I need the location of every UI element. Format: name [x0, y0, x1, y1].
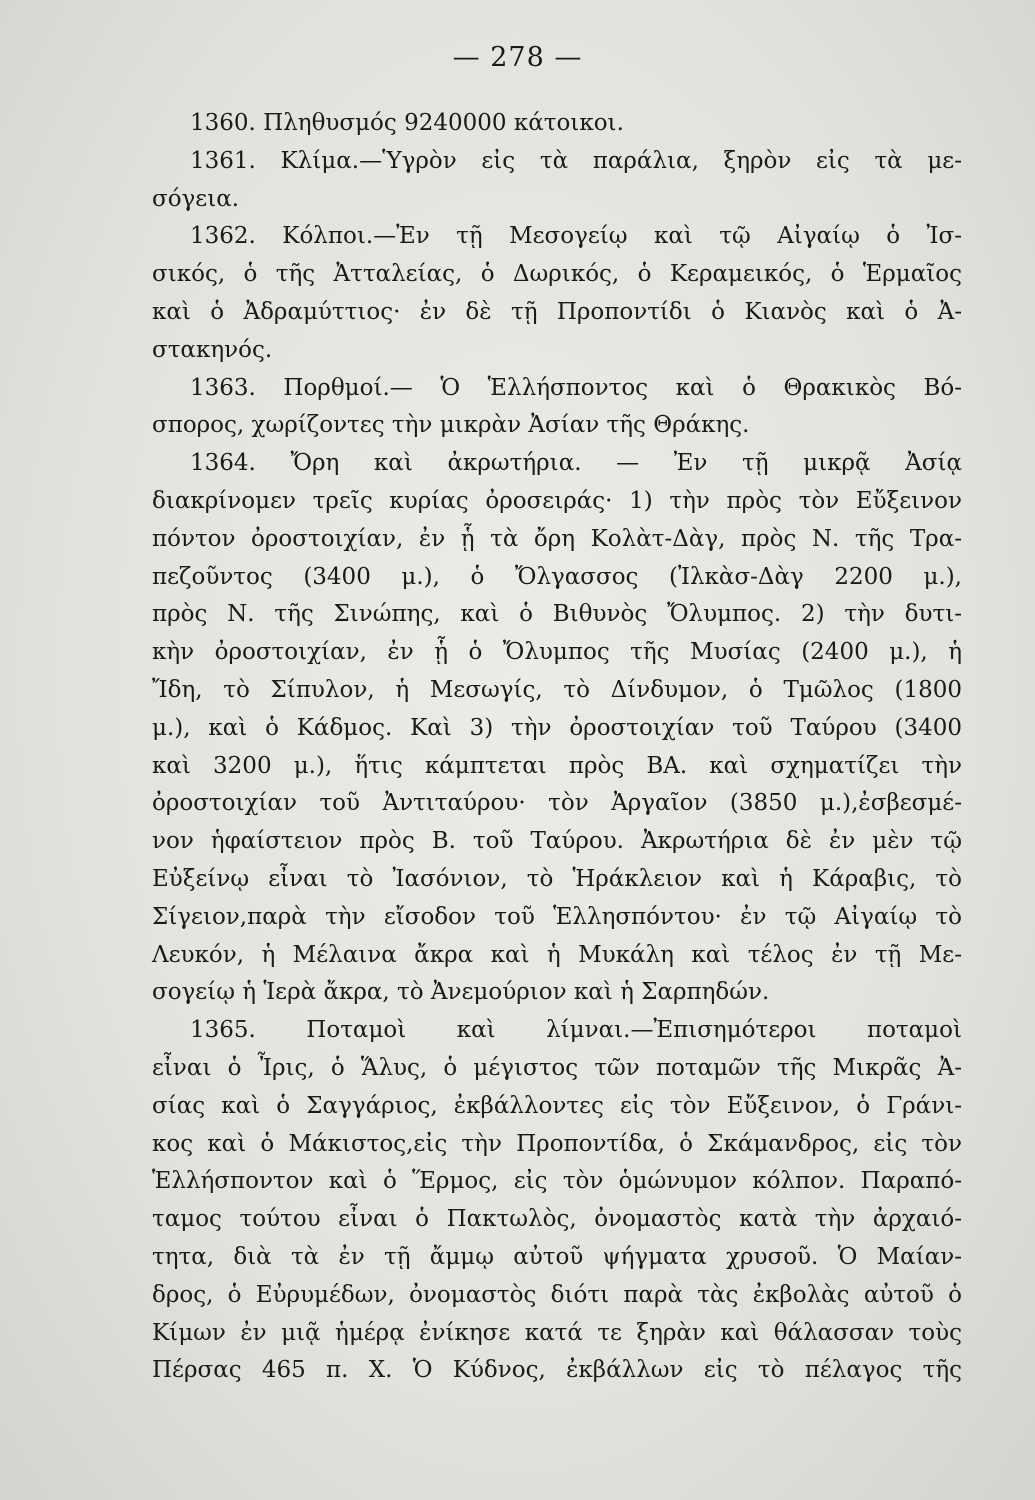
text-line: πόντον ὀροστοιχίαν, ἐν ᾗ τὰ ὄρη Κολὰτ-Δὰγ, πρὸς Ν. τῆς Τρα- [152, 525, 962, 552]
text-line: 1363. Πορθμοί.— Ὁ Ἑλλήσποντος καὶ ὁ Θρακικὸς Βό- [190, 374, 962, 401]
text-line: τητα, διὰ τὰ ἐν τῇ ἄμμῳ αὐτοῦ ψήγματα χρυσοῦ. Ὁ Μαίαν- [152, 1243, 962, 1270]
text-line: Πέρσας 465 π. Χ. Ὁ Κύδνος, ἐκβάλλων εἰς τὸ πέλαγος τῆς [152, 1357, 962, 1384]
text-line: ὀροστοιχίαν τοῦ Ἀντιταύρου· τὸν Ἀργαῖον (3850 μ.),ἐσβεσμέ- [152, 790, 962, 817]
text-line: 1362. Κόλποι.—Ἐν τῇ Μεσογείῳ καὶ τῷ Αἰγαίῳ ὁ Ἰσ- [190, 223, 962, 250]
text-line: Λευκόν, ἡ Μέλαινα ἄκρα καὶ ἡ Μυκάλη καὶ τέλος ἐν τῇ Με- [152, 941, 962, 968]
text-line: εἶναι ὁ Ἶρις, ὁ Ἅλυς, ὁ μέγιστος τῶν ποταμῶν τῆς Μικρᾶς Ἀ- [152, 1054, 962, 1081]
text-line: καὶ 3200 μ.), ἥτις κάμπτεται πρὸς ΒΑ. καὶ σχηματίζει τὴν [152, 752, 962, 779]
text-line: κὴν ὀροστοιχίαν, ἐν ᾗ ὁ Ὄλυμπος τῆς Μυσίας (2400 μ.), ἡ [152, 639, 962, 666]
text-line: μ.), καὶ ὁ Κάδμος. Καὶ 3) τὴν ὀροστοιχίαν τοῦ Ταύρου (3400 [152, 714, 962, 741]
page-number: — 278 — [452, 42, 583, 73]
text-line: 1365. Ποταμοὶ καὶ λίμναι.—Ἐπισημότεροι ποταμοὶ [190, 1017, 962, 1044]
text-line: σίας καὶ ὁ Σαγγάριος, ἐκβάλλοντες εἰς τὸν Εὔξεινον, ὁ Γράνι- [152, 1092, 962, 1119]
text-line: καὶ ὁ Ἀδραμύττιος· ἐν δὲ τῇ Προποντίδι ὁ Κιανὸς καὶ ὁ Ἀ- [152, 298, 962, 325]
text-line: κος καὶ ὁ Μάκιστος,εἰς τὴν Προποντίδα, ὁ Σκάμανδρος, εἰς τὸν [152, 1130, 962, 1157]
text-line: νον ἡφαίστειον πρὸς Β. τοῦ Ταύρου. Ἀκρωτήρια δὲ ἐν μὲν τῷ [152, 828, 962, 855]
text-line: στακηνός. [152, 336, 273, 363]
text-line: 1364. Ὄρη καὶ ἀκρωτήρια. — Ἐν τῇ μικρᾷ Ἀσίᾳ [190, 450, 962, 477]
text-line: Ἑλλήσποντον καὶ ὁ Ἕρμος, εἰς τὸν ὁμώνυμον κόλπον. Παραπό- [152, 1168, 962, 1195]
text-line: Εὐξείνῳ εἶναι τὸ Ἰασόνιον, τὸ Ἡράκλειον καὶ ἡ Κάραβις, τὸ [152, 865, 962, 892]
text-line: Σίγειον,παρὰ τὴν εἴσοδον τοῦ Ἑλλησπόντου· ἐν τῷ Αἰγαίῳ τὸ [152, 903, 962, 930]
text-line: δρος, ὁ Εὐρυμέδων, ὀνομαστὸς διότι παρὰ τὰς ἐκβολὰς αὐτοῦ ὁ [152, 1281, 962, 1308]
text-line: πεζοῦντος (3400 μ.), ὁ Ὄλγασσος (Ἰλκὰσ-Δὰγ 2200 μ.), [152, 563, 962, 590]
body-text [152, 105, 962, 1390]
text-line: Ἴδη, τὸ Σίπυλον, ἡ Μεσωγίς, τὸ Δίνδυμον, ὁ Τμῶλος (1800 [152, 676, 962, 703]
text-line: 1361. Κλίμα.—Ὑγρὸν εἰς τὰ παράλια, ξηρὸν εἰς τὰ με- [190, 147, 962, 174]
text-line: πρὸς Ν. τῆς Σινώπης, καὶ ὁ Βιθυνὸς Ὄλυμπος. 2) τὴν δυτι- [152, 601, 962, 628]
text-line: σογείῳ ἡ Ἱερὰ ἄκρα, τὸ Ἀνεμούριον καὶ ἡ Σαρπηδών. [152, 979, 770, 1006]
text-line: Κίμων ἐν μιᾷ ἡμέρᾳ ἐνίκησε κατά τε ξηρὰν καὶ θάλασσαν τοὺς [152, 1319, 962, 1346]
text-line: σικός, ὁ τῆς Ἀτταλείας, ὁ Δωρικός, ὁ Κεραμεικός, ὁ Ἑρμαῖος [152, 261, 962, 288]
text-line: σπορος, χωρίζοντες τὴν μικρὰν Ἀσίαν τῆς Θράκης. [152, 412, 750, 439]
text-line: ταμος τούτου εἶναι ὁ Πακτωλὸς, ὀνομαστὸς κατὰ τὴν ἀρχαιό- [152, 1206, 962, 1233]
text-line: 1360. Πληθυσμός 9240000 κάτοικοι. [190, 110, 624, 136]
text-line: σόγεια. [152, 185, 240, 212]
text-line: διακρίνομεν τρεῖς κυρίας ὀροσειράς· 1) τὴν πρὸς τὸν Εὔξεινον [152, 487, 962, 514]
